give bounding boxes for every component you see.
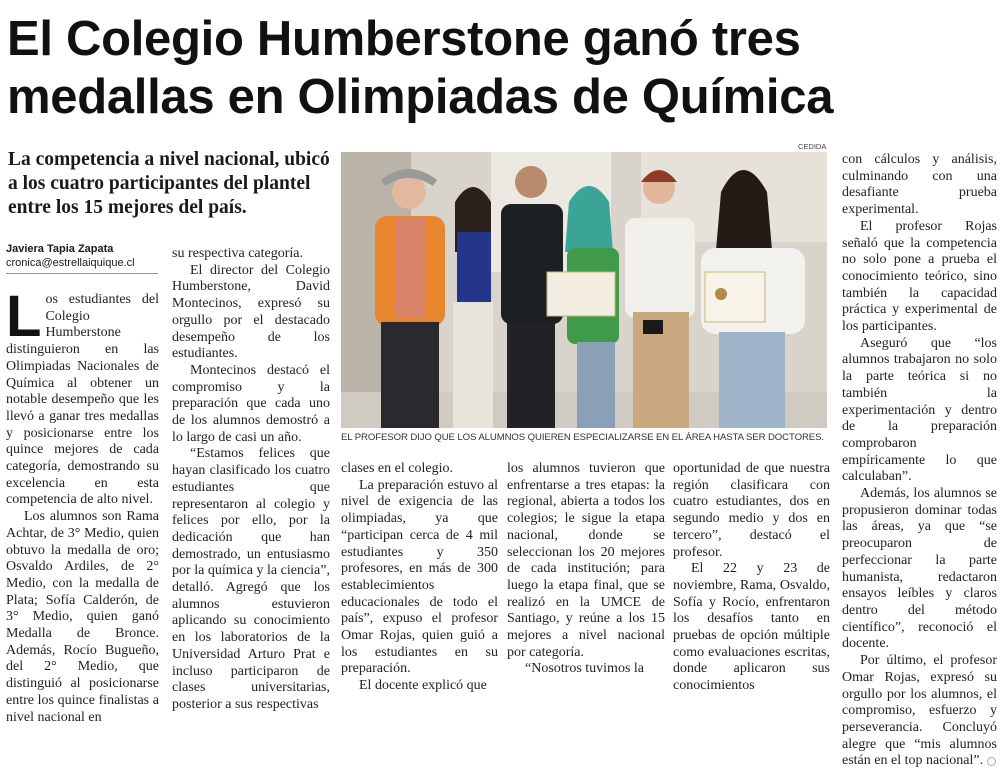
author-email: cronica@estrellaiquique.cl	[6, 257, 135, 269]
photo-students-group	[341, 152, 827, 428]
end-of-article-icon	[987, 757, 996, 766]
photo-caption: EL PROFESOR DIJO QUE LOS ALUMNOS QUIEREN ESPECIALIZARSE EN EL ÁREA HASTA SER DOCTORES.	[341, 432, 824, 443]
photo-credit: CEDIDA	[798, 142, 827, 151]
paragraph: su respectiva categoría.	[172, 246, 303, 261]
paragraph: “Estamos felices que hayan clasificado los cuatro estudiantes que representaron al colegio y felices por ello, por la dedicación que han demostrado, un entusiasmo por la química y la ciencia”, detalló. Agregó que los alumnos estuvieron aplicando su conocimiento en los laboratorios de la Universidad Arturo Prat e incluso participaron de clases universitarias, posterior a sus respectivas	[172, 446, 330, 712]
paragraph: clases en el colegio.	[341, 461, 453, 476]
article-column-6	[842, 152, 997, 770]
drop-cap: L	[6, 284, 42, 349]
headline-line-2: medallas en Olimpiadas de Química	[7, 70, 834, 124]
article-column-5	[673, 461, 830, 695]
paragraph: Los alumnos son Rama Achtar, de 3° Medio, quien obtuvo la medalla de oro; Osvaldo Ardiles, de 2° Medio, con la medalla de Plata; Sofía Calderón, de 3° Medio, quien ganó Medalla de Bronce. Además, Rocío Bugueño, del 2° Medio, que distinguió al posicionarse entre los quince finalistas a nivel nacional en	[6, 509, 159, 725]
article-column-2	[172, 246, 330, 714]
paragraph: los alumnos tuvieron que enfrentarse a tres etapas: la regional, abierta a todos los colegios; le sigue la etapa nacional, donde se seleccionan los 20 mejores de cada institución; para luego la etapa final, que se realizó en la UMCE de Santiago, y reúne a los 15 mejores a nivel nacional por categoría.	[507, 461, 665, 660]
paragraph-text: Por último, el profesor Omar Rojas, expresó su orgullo por los alumnos, el compromiso, esfuerzo y perseverancia. Concluyó alegre que “mis alumnos están en el top nacional”.	[842, 653, 997, 769]
headline-line-1: El Colegio Humberstone ganó tres	[7, 12, 801, 66]
paragraph: oportunidad de que nuestra región clasificara con cuatro estudiantes, dos en segundo medio y dos en tercero”, destacó el profesor.	[673, 461, 830, 560]
paragraph: con cálculos y análisis, culminando con una desafiante prueba experimental.	[842, 152, 997, 218]
paragraph: Aseguró que “los alumnos trabajaron no solo la parte teórica si no también la experimentación y dentro de la preparación comprobaron empíricamente lo que calculaban”.	[842, 335, 997, 485]
paragraph-final	[842, 653, 997, 770]
paragraph: “Nosotros tuvimos la	[525, 661, 644, 677]
paragraph: Montecinos destacó el compromiso y la preparación que cada uno de los alumnos demostró a lo largo de casi un año.	[172, 362, 330, 445]
article-column-1	[6, 284, 159, 726]
paragraph: El 22 y 23 de noviembre, Rama, Osvaldo, Sofía y Rocío, enfrentaron los desafíos tanto en pruebas de opción múltiple como evaluaciones escritas, donde aplicaron sus conocimientos	[673, 561, 830, 694]
author-name: Javiera Tapia Zapata	[6, 243, 114, 255]
byline-divider	[6, 273, 158, 274]
article-column-3	[341, 461, 498, 695]
paragraph: El director del Colegio Humberstone, David Montecinos, expresó su orgullo por el destacado desempeño de los estudiantes.	[172, 262, 330, 362]
paragraph: Además, los alumnos se propusieron dominar todas las áreas, ya que “se preocuparon de perfeccionar la parte humanista, redactaron ensayos leíbles y claros dentro del método científico”, reconoció el docente.	[842, 486, 997, 652]
deck-subtitle: La competencia a nivel nacional, ubicó a los cuatro participantes del plantel entre los 15 mejores del país.	[8, 149, 330, 218]
article-column-4	[507, 461, 665, 678]
paragraph: El docente explicó que	[359, 678, 487, 694]
paragraph: os estudiantes del Colegio Humberstone distinguieron en las Olimpiadas Nacionales de Química al obtener un notable desempeño que les llevó a ganar tres medallas y posicionarse entre los quince mejores de cada categoría, demostrando su excelencia en esta competencia de alto nivel.	[6, 292, 159, 508]
byline	[6, 242, 158, 270]
paragraph: El profesor Rojas señaló que la competencia no solo pone a prueba el conocimiento teórico, sino también la capacidad práctica y experimental de los participantes.	[842, 218, 997, 335]
paragraph: La preparación estuvo al nivel de exigencia de las olimpiadas, ya que “participan cerca de 4 mil estudiantes y 350 profesores, en más de 300 establecimientos educacionales de todo el país”, expuso el profesor Omar Rojas, quien guió a los estudiantes en su preparación.	[341, 477, 498, 677]
headline	[7, 10, 997, 126]
article-photo	[341, 152, 827, 428]
